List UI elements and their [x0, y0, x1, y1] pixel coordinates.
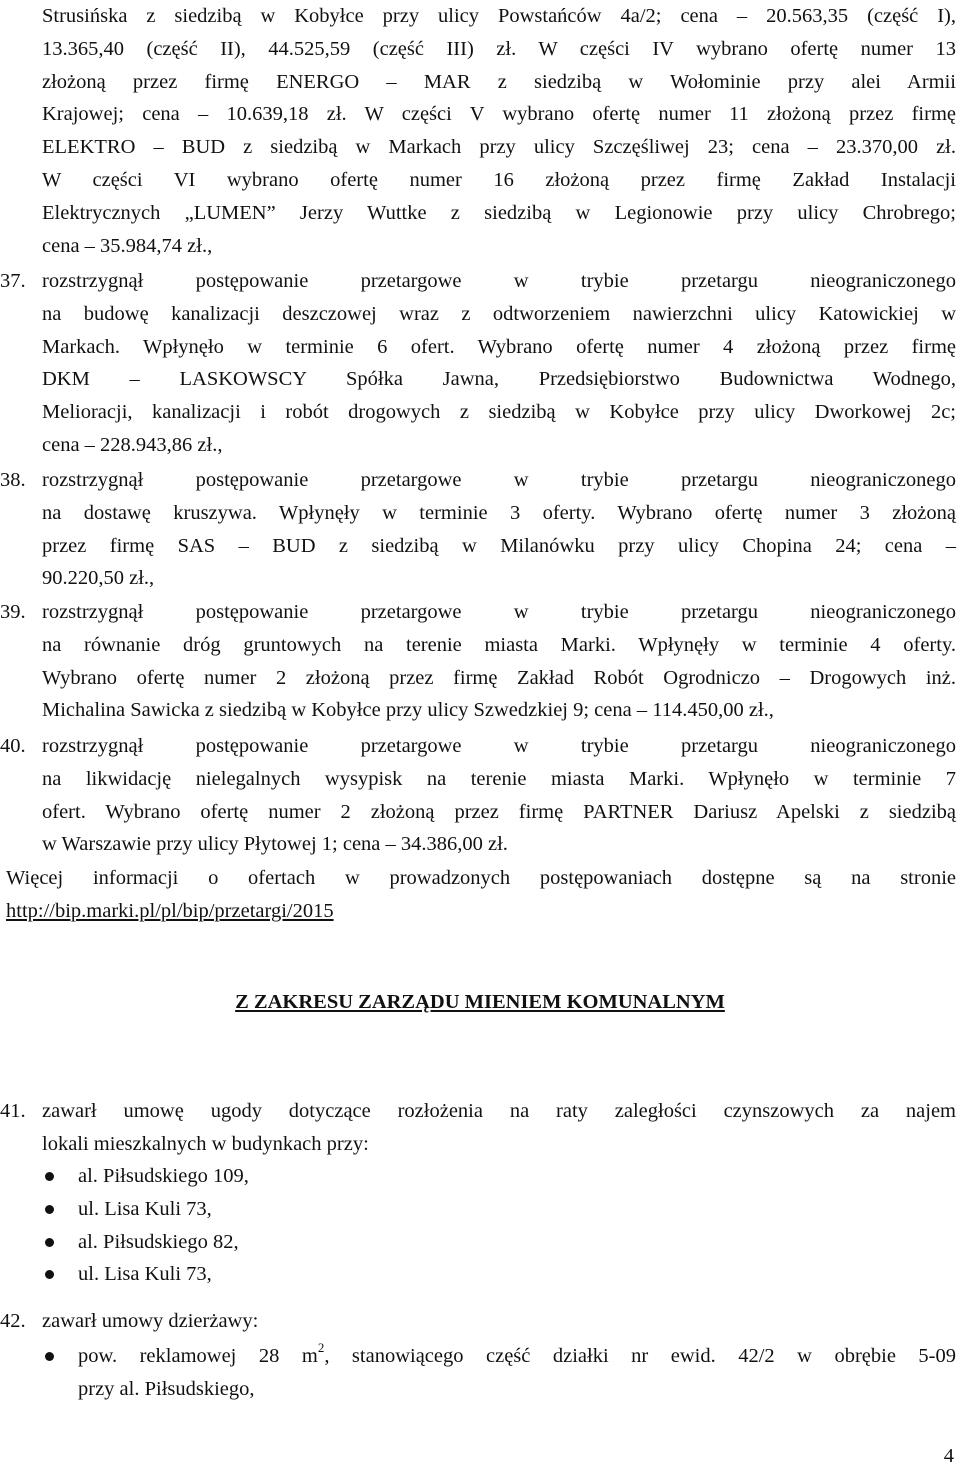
- item-number: 37.: [0, 270, 26, 292]
- item-number: 39.: [0, 601, 26, 623]
- lease-list: [42, 1340, 956, 1406]
- item-number: 42.: [0, 1310, 26, 1332]
- list-item: [42, 1193, 956, 1226]
- bullet-icon: [45, 1352, 54, 1361]
- address-text: ul. Lisa Kuli 73,: [78, 1263, 212, 1286]
- text-line: rozstrzygnął postępowanie przetargowe w trybie przetargu nieograniczonego: [42, 601, 956, 623]
- text-line: zawarł umowy dzierżawy:: [42, 1310, 259, 1332]
- continued-paragraph: [42, 0, 956, 262]
- item-number: 41.: [0, 1100, 26, 1122]
- more-info-paragraph: [6, 862, 956, 928]
- address-text: ul. Lisa Kuli 73,: [78, 1197, 212, 1220]
- bullet-icon: [45, 1205, 54, 1214]
- section-heading: Z ZAKRESU ZARZĄDU MIENIEM KOMUNALNYM: [235, 991, 725, 1013]
- text-line: na równanie dróg gruntowych na terenie miasta Marki. Wpłynęły w terminie 4 oferty.: [42, 633, 956, 656]
- text-line: Krajowej; cena – 10.639,18 zł. W części V wybrano ofertę numer 11 złożoną przez firmę: [42, 103, 956, 126]
- text-line: złożoną przez firmę ENERGO – MAR z siedzibą w Wołominie przy alei Armii: [42, 70, 956, 93]
- bullet-icon: [45, 1270, 54, 1279]
- text-line: Strusińska z siedzibą w Kobyłce przy ulicy Powstańców 4a/2; cena – 20.563,35 (część I),: [42, 5, 956, 27]
- text-line: na budowę kanalizacji deszczowej wraz z odtworzeniem nawierzchni ulicy Katowickiej w: [42, 302, 956, 325]
- lease-text: , stanowiącego część działki nr ewid. 42/2 w obrębie 5-09: [324, 1345, 956, 1367]
- list-item: [42, 1160, 956, 1193]
- text-line: [78, 1340, 956, 1373]
- text-line: na dostawę kruszywa. Wpłynęły w terminie 3 oferty. Wybrano ofertę numer 3 złożoną: [42, 501, 956, 524]
- text-line: W części VI wybrano ofertę numer 16 złożoną przez firmę Zakład Instalacji: [42, 168, 956, 191]
- bullet-icon: [45, 1172, 54, 1181]
- list-item-41: [42, 1095, 956, 1161]
- list-item: [42, 1340, 956, 1406]
- item-number: 38.: [0, 469, 26, 491]
- page-number: 4: [943, 1445, 954, 1467]
- text-line: Markach. Wpłynęło w terminie 6 ofert. Wybrano ofertę numer 4 złożoną przez firmę: [42, 335, 956, 358]
- text-line: cena – 228.943,86 zł.,: [42, 433, 223, 456]
- text-line: 90.220,50 zł.,: [42, 567, 155, 590]
- list-item-37: [42, 265, 956, 462]
- bullet-icon: [45, 1238, 54, 1247]
- list-item-40: [42, 730, 956, 861]
- lease-text: pow. reklamowej 28 m: [78, 1345, 318, 1367]
- text-line: rozstrzygnął postępowanie przetargowe w trybie przetargu nieograniczonego: [42, 735, 956, 757]
- text-line: na likwidację nielegalnych wysypisk na terenie miasta Marki. Wpłynęło w terminie 7: [42, 767, 956, 790]
- more-info-text: Więcej informacji o ofertach w prowadzonych postępowaniach dostępne są na stronie: [6, 867, 956, 889]
- text-line: przez firmę SAS – BUD z siedzibą w Milanówku przy ulicy Chopina 24; cena –: [42, 534, 956, 557]
- text-line: Wybrano ofertę numer 2 złożoną przez firmę Zakład Robót Ogrodniczo – Drogowych inż.: [42, 666, 956, 689]
- text-line: ELEKTRO – BUD z siedzibą w Markach przy ulicy Szczęśliwej 23; cena – 23.370,00 zł.: [42, 136, 956, 159]
- address-list: [42, 1160, 956, 1291]
- superscript: 2: [317, 1340, 325, 1356]
- bip-link[interactable]: http://bip.marki.pl/pl/bip/przetargi/2015: [6, 899, 334, 922]
- text-line: rozstrzygnął postępowanie przetargowe w trybie przetargu nieograniczonego: [42, 270, 956, 292]
- address-text: al. Piłsudskiego 82,: [78, 1230, 239, 1253]
- address-text: al. Piłsudskiego 109,: [78, 1165, 249, 1187]
- text-line: lokali mieszkalnych w budynkach przy:: [42, 1132, 369, 1155]
- text-line: ofert. Wybrano ofertę numer 2 złożoną przez firmę PARTNER Dariusz Apelski z siedzibą: [42, 800, 956, 823]
- list-item: [42, 1226, 956, 1259]
- text-line: Elektrycznych „LUMEN” Jerzy Wuttke z siedzibą w Legionowie przy ulicy Chrobrego;: [42, 201, 956, 224]
- text-line: w Warszawie przy ulicy Płytowej 1; cena – 34.386,00 zł.: [42, 833, 508, 856]
- text-line: rozstrzygnął postępowanie przetargowe w trybie przetargu nieograniczonego: [42, 469, 956, 491]
- list-item-42: [42, 1305, 956, 1338]
- item-number: 40.: [0, 735, 26, 757]
- text-line: przy al. Piłsudskiego,: [78, 1377, 255, 1400]
- list-item-38: [42, 464, 956, 595]
- text-line: Melioracji, kanalizacji i robót drogowych z siedzibą w Kobyłce przy ulicy Dworkowej 2c;: [42, 401, 956, 424]
- text-line: 13.365,40 (część II), 44.525,59 (część III) zł. W części IV wybrano ofertę numer 13: [42, 37, 956, 60]
- list-item-39: [42, 596, 956, 727]
- list-item: [42, 1258, 956, 1291]
- text-line: zawarł umowę ugody dotyczące rozłożenia na raty zaległości czynszowych za najem: [42, 1100, 956, 1122]
- text-line: Michalina Sawicka z siedzibą w Kobyłce przy ulicy Szwedzkiej 9; cena – 114.450,00 zł.,: [42, 699, 774, 722]
- text-line: DKM – LASKOWSCY Spółka Jawna, Przedsiębiorstwo Budownictwa Wodnego,: [42, 368, 956, 391]
- text-line: cena – 35.984,74 zł.,: [42, 234, 213, 257]
